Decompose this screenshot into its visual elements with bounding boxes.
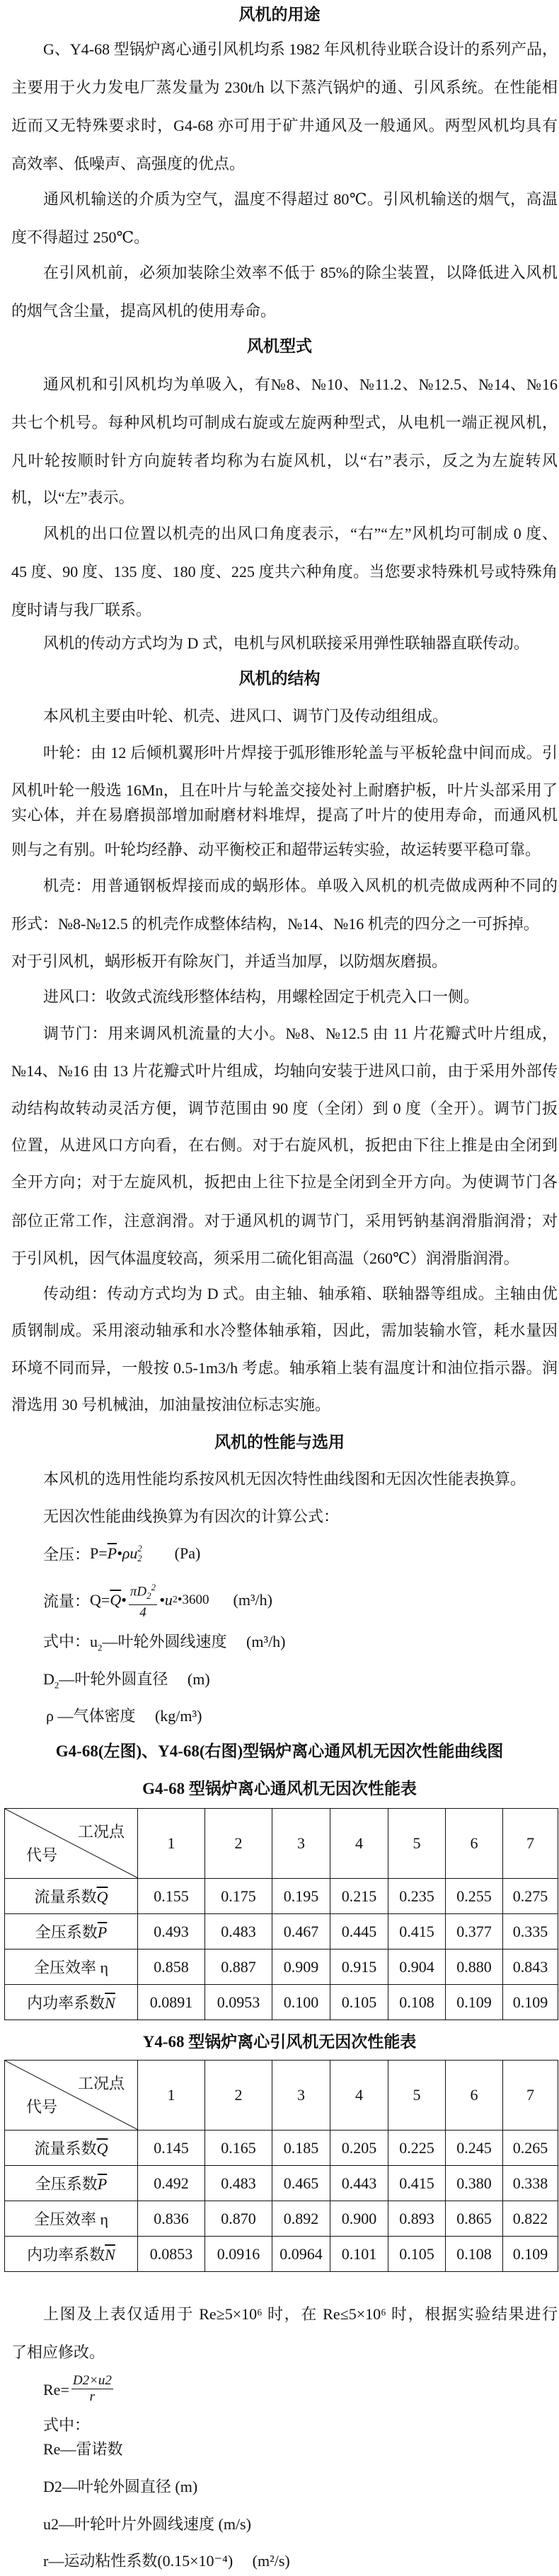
text-line: 的烟气含尘量，提高风机的使用寿命。 (11, 302, 277, 320)
text-line: 近而又无特殊要求时，G4-68 亦可用于矿井通风及一般通风。两型风机均具有 (11, 117, 558, 134)
corner-top-label: 工况点 (77, 2075, 125, 2092)
text-line: 风机的出口位置以机壳的出风口角度表示，“右”“左”风机均可制成 0 度、 (43, 525, 558, 542)
text-line: 45 度、90 度、135 度、180 度、225 度共六种角度。当您要求特殊机号或特殊角 (11, 563, 558, 581)
formula-dot: • (121, 1591, 127, 1609)
definition: —叶轮外圆线速度 (102, 1633, 227, 1650)
table-header-row (5, 1809, 558, 1879)
formula-flow (43, 1579, 272, 1621)
table-cell: 0.109 (503, 2237, 558, 2272)
table-cell: 0.865 (446, 2201, 503, 2237)
formula-sub: 2 (146, 1590, 151, 1602)
table-cell: 0.445 (330, 1914, 388, 1950)
formula-sub: 2 (172, 1595, 178, 1605)
formula-rho (46, 1706, 559, 1726)
table-cell: 0.215 (330, 1879, 388, 1914)
row-label (5, 1950, 138, 1985)
table-cell: 0.225 (388, 2131, 446, 2166)
row-label-text: 全压效率 η (33, 1959, 108, 1976)
text-line: 机，以“左”表示。 (11, 489, 134, 506)
table-cell: 0.185 (272, 2131, 330, 2166)
table-cell: 0.415 (388, 2166, 446, 2201)
text-line: 位置，从进风口方向看，在右侧。对于右旋风机，扳把由下往上推是由全闭到 (11, 1136, 558, 1154)
formula-label: 全压： (43, 1545, 91, 1563)
section-title: 风机的结构 (238, 670, 321, 687)
table-cell: 0.108 (446, 2237, 503, 2272)
table-cell: 0.105 (388, 2237, 446, 2272)
row-label (5, 2237, 138, 2272)
column-header: 4 (330, 2061, 388, 2131)
table-cell: 0.165 (205, 2131, 272, 2166)
column-header: 2 (205, 2061, 272, 2131)
table-cell: 0.145 (138, 2131, 205, 2166)
table-cell: 0.822 (503, 2201, 558, 2237)
table-cell: 0.205 (330, 2131, 388, 2166)
table-cell: 0.0891 (138, 1985, 205, 2020)
row-label-text: 全压效率 η (33, 2210, 108, 2228)
formula-pressure (43, 1532, 200, 1575)
table-cell: 0.265 (503, 2131, 558, 2166)
formula-num: D2×u2 (72, 2372, 112, 2388)
corner-top-label: 工况点 (77, 1823, 125, 1841)
column-header: 7 (503, 1809, 558, 1879)
table-cell: 0.493 (138, 1914, 205, 1950)
performance-table-g4-68 (4, 1808, 558, 2020)
text-line: 机壳：用普通钢板焊接而成的蜗形体。单吸入风机的机壳做成两种不同的 (43, 877, 558, 894)
text-line: 则与之有别。叶轮均经静、动平衡校正和超带运转实验，故运转要平稳可靠。 (11, 841, 541, 858)
text-line: 本风机主要由叶轮、机壳、进风口、调节门及传动组组成。 (43, 707, 449, 725)
table-cell: 0.155 (138, 1879, 205, 1914)
definition-line: Re—雷诺数 (43, 2440, 123, 2458)
symbol: u (90, 1633, 98, 1650)
text-line: 凡叶轮按顺时针方向旋转者均称为右旋风机，以“右”表示，反之为左旋转风 (11, 452, 558, 470)
table-cell: 0.915 (330, 1950, 388, 1985)
table-cell: 0.377 (446, 1914, 503, 1950)
column-header: 5 (388, 2061, 446, 2131)
formula-tail: •3600 (177, 1592, 209, 1607)
table-cell: 0.858 (138, 1950, 205, 1985)
row-symbol: $\overline{P}$ (97, 1923, 108, 1941)
text-line: 全开方向；对于左旋风机，扳把由上往下拉是全闭到全开方向。为使调节门各 (11, 1173, 558, 1191)
definition: ρ —气体密度 (46, 1707, 136, 1725)
table-cell: 0.0853 (138, 2237, 205, 2272)
formula-den: r (89, 2389, 96, 2404)
table-row (5, 1950, 558, 1985)
performance-table-y4-68 (4, 2060, 558, 2272)
corner-bottom-label: 代号 (26, 1846, 58, 1864)
formula-label: 式中： (43, 1633, 91, 1650)
table-cell: 0.492 (138, 2166, 205, 2201)
row-label (5, 2166, 138, 2201)
text-line: 主要用于火力发电厂蒸发量为 230t/h 以下蒸汽锅炉的通、引风系统。在性能相 (11, 78, 558, 96)
column-header: 2 (205, 1809, 272, 1879)
formula-lhs: P= (90, 1544, 108, 1562)
symbol-sub: 2 (98, 1642, 103, 1653)
table-cell: 0.109 (503, 1985, 558, 2020)
table-cell: 0.843 (503, 1950, 558, 1985)
row-label (5, 2131, 138, 2166)
text-line: 上图及上表仅适用于 Re≥5×10⁶ 时，在 Re≤5×10⁶ 时，根据实验结果进行 (43, 2305, 558, 2323)
symbol: D (43, 1670, 54, 1688)
text-line: 式中： (43, 2416, 91, 2434)
text-line: 风机叶轮一般选 16Mn，且在叶片与轮盖交接处衬上耐磨护板，叶片头部采用了 (11, 781, 558, 799)
text-line: 通风机输送的介质为空气，温度不得超过 80℃。引风机输送的烟气，高温 (43, 190, 558, 208)
text-line: 无因次性能曲线换算为有因次的计算公式： (43, 1508, 340, 1525)
table-cell: 0.109 (446, 1985, 503, 2020)
unit: (kg/m³) (154, 1707, 202, 1725)
definition-line: D2—叶轮外圆直径 (m) (43, 2478, 198, 2495)
column-header: 1 (138, 2061, 205, 2131)
table-cell: 0.101 (330, 2237, 388, 2272)
row-label (5, 1985, 138, 2020)
row-label (5, 1914, 138, 1950)
table-cell: 0.892 (272, 2201, 330, 2237)
definition-line: r—运动粘性系数(0.15×10⁻⁴) (m²/s) (43, 2552, 290, 2570)
table-cell: 0.443 (330, 2166, 388, 2201)
text-line: 动结构故转动灵活方便，调节范围由 90 度（全闭）到 0 度（全开）。调节门扳 (11, 1100, 558, 1117)
table-cell: 0.105 (330, 1985, 388, 2020)
formula-sup: 2 (137, 1544, 142, 1554)
table-header-row (5, 2061, 558, 2131)
corner-cell (5, 2061, 137, 2130)
definition: —叶轮外圆直径 (59, 1670, 168, 1688)
text-line: 对于引风机，蜗形板开有除灰门，并适当加厚，以防烟灰磨损。 (11, 952, 448, 970)
table-row (5, 2201, 558, 2237)
table-cell: 0.900 (330, 2201, 388, 2237)
text-line: №14、№16 由 13 片花瓣式叶片组成，均轴向安装于进风口前，由于采用外部传 (11, 1062, 558, 1080)
text-line: 度不得超过 250℃。 (11, 228, 150, 246)
text-line: 了相应修改。 (11, 2343, 105, 2361)
text-line: 实心体，并在易磨损部增加耐磨材料堆焊，提高了叶片的使用寿命，而通风机 (11, 806, 558, 824)
table-cell: 0.483 (205, 2166, 272, 2201)
table-cell: 0.483 (205, 1914, 272, 1950)
table-row (5, 2237, 558, 2272)
row-label-text: 流量系数 (34, 2140, 97, 2157)
text-line: 本风机的选用性能均系按风机无因次特性曲线图和无因次性能表换算。 (43, 1470, 526, 1488)
formula-d2 (43, 1669, 558, 1689)
formula-label: 流量： (43, 1592, 91, 1610)
table-cell: 0.465 (272, 2166, 330, 2201)
section-title: 风机的性能与选用 (214, 1433, 345, 1451)
formula-where (43, 1632, 558, 1652)
row-symbol: $\overline{N}$ (105, 1994, 115, 2012)
column-header: 1 (138, 1809, 205, 1879)
section-title: 风机的用途 (238, 6, 321, 23)
formula-lhs: Q= (90, 1591, 110, 1609)
text-line: 叶轮：由 12 后倾机翼形叶片焊接于弧形锥形轮盖与平板轮盘中间而成。引 (43, 744, 558, 762)
formula-den: 4 (139, 1604, 146, 1620)
table-cell: 0.870 (205, 2201, 272, 2237)
row-symbol: $\overline{Q}$ (96, 1888, 108, 1906)
table-cell: 0.0953 (205, 1985, 272, 2020)
table-cell: 0.904 (388, 1950, 446, 1985)
table-cell: 0.235 (388, 1879, 446, 1914)
text-line: 高效率、低噪声、高强度的优点。 (11, 155, 246, 173)
table-cell: 0.108 (388, 1985, 446, 2020)
table-row (5, 1985, 558, 2020)
text-line: 风机的传动方式均为 D 式，电机与风机联接采用弹性联轴器直联传动。 (43, 634, 529, 652)
text-line: 进风口：收敛式流线形整体结构，用螺栓固定于机壳入口一侧。 (43, 988, 480, 1006)
table-cell: 0.467 (272, 1914, 330, 1950)
row-label-text: 内功率系数 (27, 1994, 105, 2012)
text-line: 调节门：用来调风机流量的大小。№8、№12.5 由 11 片花瓣式叶片组成， (43, 1025, 558, 1042)
row-symbol: $\overline{Q}$ (96, 2140, 108, 2157)
table-title: G4-68 型锅炉离心通风机无因次性能表 (142, 1780, 417, 1797)
text-line: 滑选用 30 号机械油，加油量按油位标志实施。 (11, 1396, 331, 1414)
table-cell: 0.415 (388, 1914, 446, 1950)
table-title: Y4-68 型锅炉离心引风机无因次性能表 (142, 2033, 417, 2051)
table-cell: 0.380 (446, 2166, 503, 2201)
table-cell: 0.880 (446, 1950, 503, 1985)
row-label (5, 2201, 138, 2237)
symbol-sub: 2 (54, 1679, 59, 1691)
table-row (5, 1879, 558, 1914)
table-cell: 0.0964 (272, 2237, 330, 2272)
table-row (5, 1914, 558, 1950)
formula-term: •ρu (117, 1544, 138, 1562)
diagonal-line (5, 1809, 138, 1878)
table-cell: 0.245 (446, 2131, 503, 2166)
row-label-text: 内功率系数 (27, 2246, 105, 2263)
row-symbol: $\overline{P}$ (97, 2175, 108, 2193)
text-line: 通风机和引风机均为单吸入，有№8、№10、№11.2、№12.5、№14、№16 (43, 375, 558, 393)
table-cell: 0.275 (503, 1879, 558, 1914)
text-line: 形式：№8-№12.5 的机壳作成整体结构，№14、№16 机壳的四分之一可拆掉。 (11, 915, 539, 933)
row-label-text: 全压系数 (35, 1923, 98, 1941)
formula-sub: 2 (137, 1554, 142, 1563)
table-cell: 0.338 (503, 2166, 558, 2201)
table-cell: 0.335 (503, 1914, 558, 1950)
unit: (m³/h) (246, 1633, 286, 1650)
text-line: 度时请与我厂联系。 (11, 601, 152, 619)
row-label-text: 流量系数 (34, 1888, 97, 1906)
formula-unit: (Pa) (174, 1544, 201, 1562)
text-line: 部位正常工作，注意润滑。对于通风机的调节门，采用钙钠基润滑脂润滑；对 (11, 1212, 558, 1230)
formula-term: •u (159, 1591, 173, 1609)
column-header: 3 (272, 1809, 330, 1879)
table-cell: 0.100 (272, 1985, 330, 2020)
text-line: 质钢制成。采用滚动轴承和水冷整体轴承箱，因此，需加装输水管，耗水量因 (11, 1322, 558, 1339)
section-title: 风机型式 (247, 337, 312, 355)
column-header: 6 (446, 2061, 503, 2131)
text-line: G、Y4-68 型锅炉离心通引风机均系 1982 年风机待业联合设计的系列产品， (43, 40, 558, 58)
column-header: 3 (272, 2061, 330, 2131)
formula-num: πD (129, 1584, 147, 1599)
diagonal-line (5, 2061, 138, 2130)
column-header: 4 (330, 1809, 388, 1879)
formula-lhs: Re= (43, 2381, 69, 2399)
text-line: 传动组：传动方式均为 D 式。由主轴、轴承箱、联轴器等组成。主轴由优 (43, 1285, 558, 1302)
table-cell: 0.175 (205, 1879, 272, 1914)
column-header: 5 (388, 1809, 446, 1879)
column-header: 7 (503, 2061, 558, 2131)
unit: (m) (187, 1670, 210, 1688)
table-cell: 0.0916 (205, 2237, 272, 2272)
chart-caption: G4-68(左图)、Y4-68(右图)型锅炉离心通风机无因次性能曲线图 (55, 1742, 504, 1760)
table-cell: 0.836 (138, 2201, 205, 2237)
table-cell: 0.887 (205, 1950, 272, 1985)
definition-line: u2—叶轮叶片外圆线速度 (m/s) (43, 2515, 251, 2533)
row-label-text: 全压系数 (35, 2175, 98, 2193)
table-cell: 0.909 (272, 1950, 330, 1985)
formula-reynolds (43, 2370, 115, 2410)
table-row (5, 2166, 558, 2201)
formula-fraction (129, 1580, 157, 1620)
formula-sup: 2 (151, 1582, 156, 1593)
corner-bottom-label: 代号 (26, 2098, 58, 2116)
corner-cell (5, 1809, 137, 1878)
formula-symbol: $\overline{Q}$ (110, 1591, 122, 1609)
column-header: 6 (446, 1809, 503, 1879)
formula-unit: (m³/h) (233, 1591, 272, 1609)
text-line: 环境不同而异，一般按 0.5-1m3/h 考虑。轴承箱上装有温度计和油位指示器。润 (11, 1359, 558, 1377)
text-line: 共七个机号。每种风机均可制成右旋或左旋两种型式，从电机一端正视风机， (11, 414, 558, 431)
text-line: 在引风机前，必须加装除尘效率不低于 85%的除尘装置，以降低进入风机 (43, 264, 558, 281)
formula-symbol: $\overline{P}$ (107, 1544, 117, 1562)
row-label (5, 1879, 138, 1914)
table-cell: 0.195 (272, 1879, 330, 1914)
row-symbol: $\overline{N}$ (105, 2246, 115, 2263)
table-row (5, 2131, 558, 2166)
text-line: 于引风机，因气体温度较高，须采用二硫化钼高温（260℃）润滑脂润滑。 (11, 1249, 519, 1267)
table-cell: 0.893 (388, 2201, 446, 2237)
table-cell: 0.255 (446, 1879, 503, 1914)
